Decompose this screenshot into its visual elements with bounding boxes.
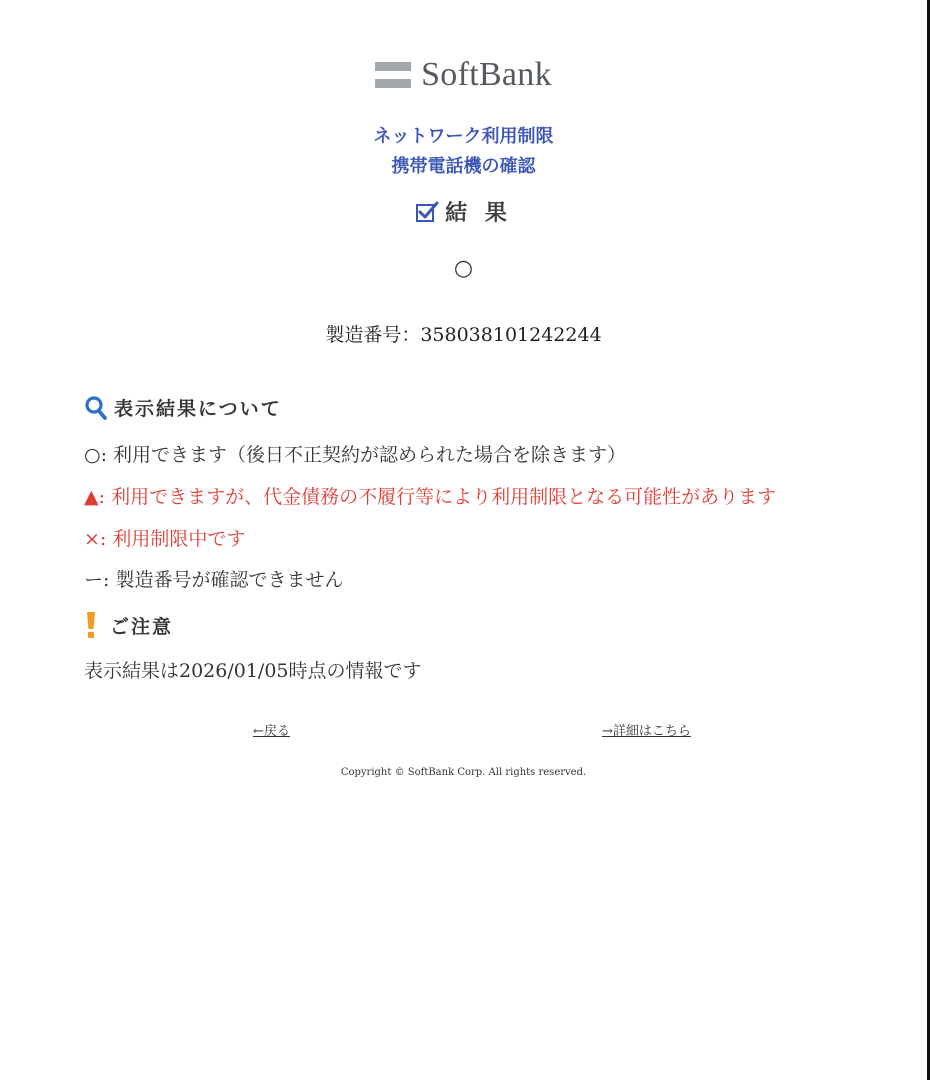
note-heading [84,611,173,639]
about-results-label: 表示結果について [114,398,282,420]
page-title [0,122,927,182]
exclamation-icon [84,611,98,639]
search-icon [84,395,108,421]
logo-text: SoftBank [421,56,552,93]
serial-number: 製造番号：358038101242244 [325,324,602,346]
about-results-heading [84,394,282,421]
checkbox-checked-icon [415,200,439,224]
legend-text: : 利用できますが、代金債務の不履行等により利用制限となる可能性があります [98,486,777,508]
copyright-text: Copyright © SoftBank Corp. All rights reserved. [340,767,587,778]
softbank-logo [0,56,927,94]
legend-text: : 利用できます（後日不正契約が認められた場合を除きます） [100,444,627,466]
legend-marker: ○ [84,444,101,466]
result-heading [0,196,927,227]
result-status-symbol: ○ [453,256,474,281]
legend-marker: × [84,528,100,550]
back-link[interactable]: ←戻る [253,724,290,739]
legend-item-restricted [84,524,245,551]
result-heading-label: 結 果 [445,201,512,226]
legend-item-unconfirmed [84,565,343,592]
details-link[interactable]: →詳細はこちら [602,724,691,739]
legend-marker: ▲ [84,486,99,508]
note-text: 表示結果は2026/01/05時点の情報です [84,660,422,682]
title-line-1: ネットワーク利用制限 [373,126,554,147]
title-line-2: 携帯電話機の確認 [391,156,536,177]
legend-text: : 利用制限中です [99,528,246,550]
softbank-logo-icon [375,62,411,88]
legend-text: : 製造番号が確認できません [103,569,344,591]
legend-item-available [84,440,626,467]
note-label: ご注意 [110,615,174,638]
legend-marker: ー [84,569,104,591]
legend-item-possible-restriction [84,482,776,509]
